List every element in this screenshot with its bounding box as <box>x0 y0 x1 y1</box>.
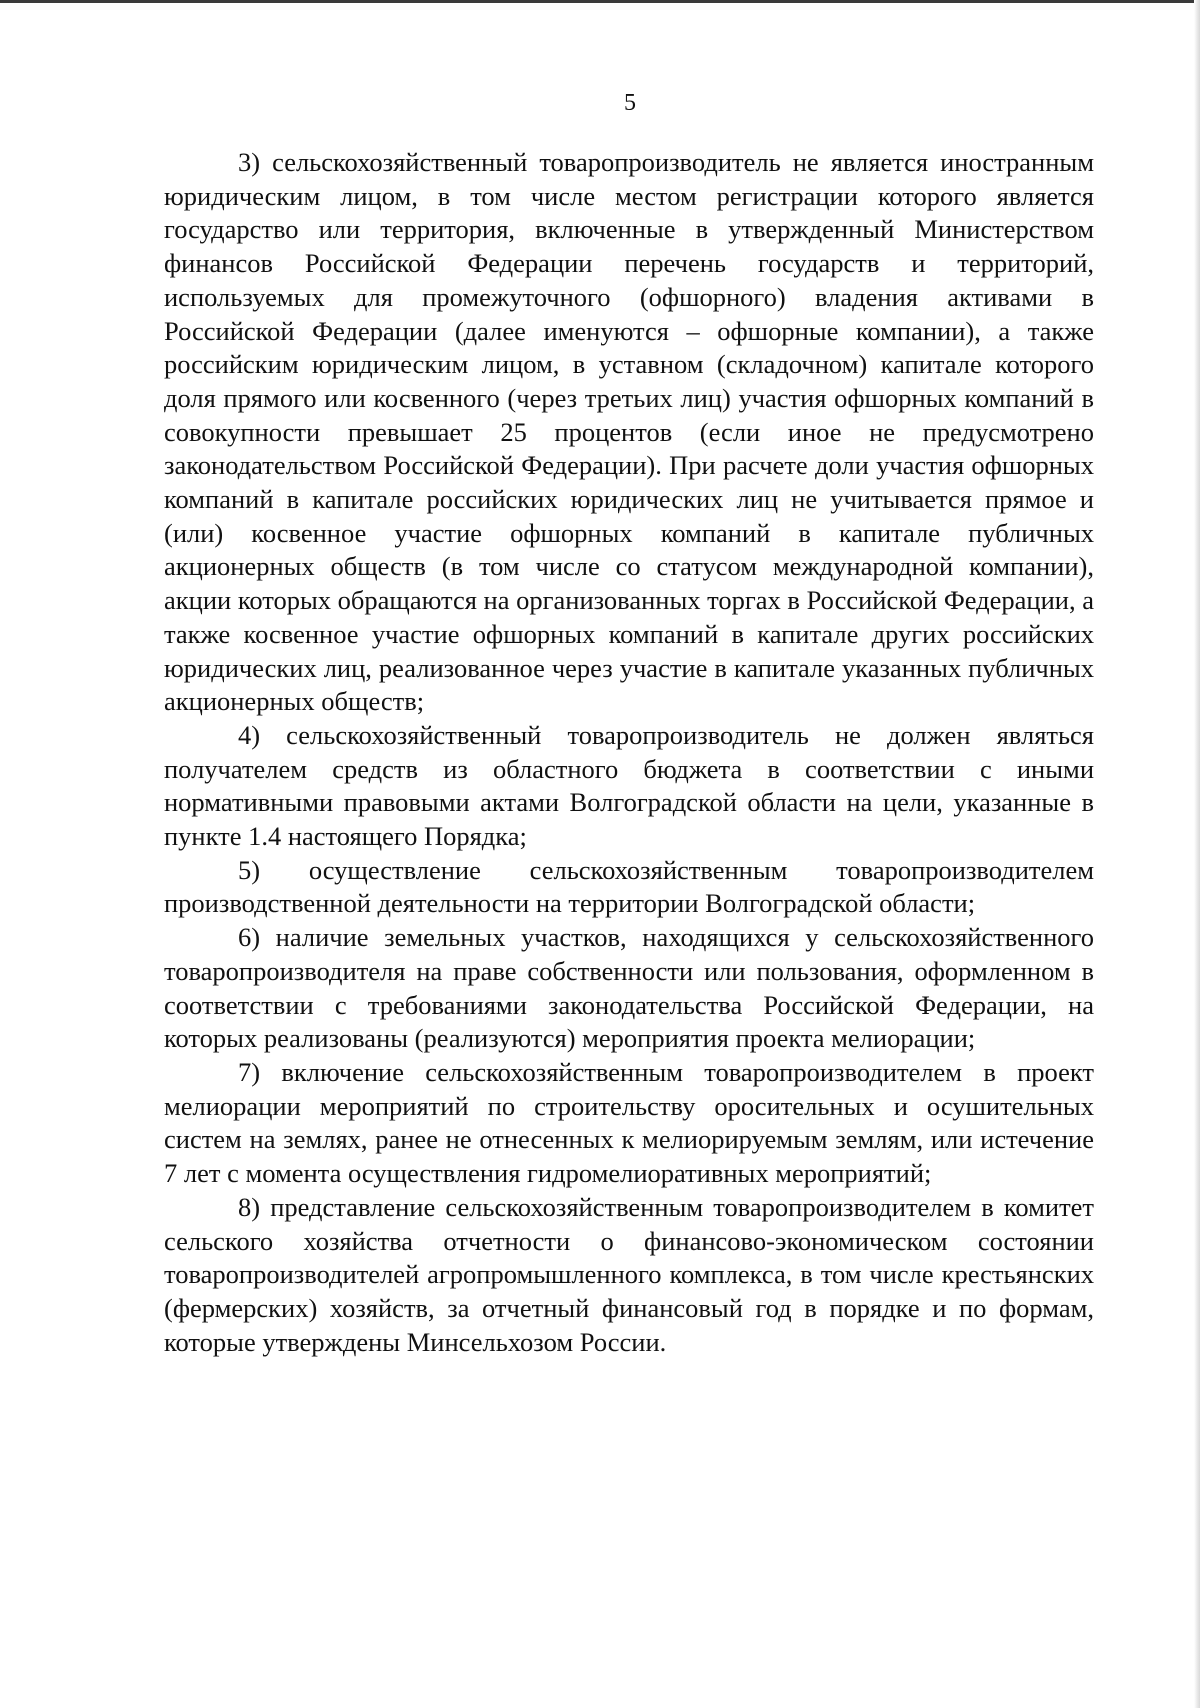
paragraph-item-8: 8) представление сельскохозяйственным товаропроизводителем в комитет сельского хозяйства отчетности о финансово-экономическом состоянии товаропроизводителей агропромышленного комплекса, в том числе крестьянских (фермерских) хозяйств, за отчетный финансовый год в порядке и по формам, которые утверждены Минсельхозом России. <box>164 1191 1094 1357</box>
page-number: 5 <box>624 90 636 116</box>
paragraph-item-6: 6) наличие земельных участков, находящихся у сельскохозяйственного товаропроизводителя на праве собственности или пользования, оформленном в соответствии с требованиями законодательства Российской Федерации, на которых реализованы (реализуются) мероприятия проекта мелиорации; <box>164 922 1094 1054</box>
paragraph-item-3: 3) сельскохозяйственный товаропроизводитель не является иностранным юридическим лицом, в том числе местом регистрации которого является государство или территория, включенные в утвержденный Министерством финансов Российской Федерации перечень государств и территорий, используемых для промежуточного (офшорного) владения активами в Российской Федерации (далее именуются – офшорные компании), а также российским юридическим лицом, в уставном (складочном) капитале которого доля прямого или косвенного (через третьих лиц) участия офшорных компаний в совокупности превышает 25 процентов (если иное не предусмотрено законодательством Российской Федерации). При расчете доли участия офшорных компаний в капитале российских юридических лиц не учитывается прямое и (или) косвенное участие офшорных компаний в капитале публичных акционерных обществ (в том числе со статусом международной компании), акции которых обращаются на организованных торгах в Российской Федерации, а также косвенное участие офшорных компаний в капитале других российских юридических лиц, реализованное через участие в капитале указанных публичных акционерных обществ; <box>164 147 1094 717</box>
document-body <box>164 146 1094 1359</box>
scan-edge-top <box>0 0 1200 3</box>
paragraph-item-5: 5) осуществление сельскохозяйственным товаропроизводителем производственной деятельности на территории Волгоградской области; <box>164 854 1094 919</box>
paragraph-item-4: 4) сельскохозяйственный товаропроизводитель не должен являться получателем средств из областного бюджета в соответствии с иными нормативными правовыми актами Волгоградской области на цели, указанные в пункте 1.4 настоящего Порядка; <box>164 719 1094 852</box>
scan-edge-right <box>1194 0 1200 1708</box>
paragraph-item-7: 7) включение сельскохозяйственным товаропроизводителем в проект мелиорации мероприятий по строительству оросительных и осушительных систем на землях, ранее не отнесенных к мелиорируемым землям, или истечение 7 лет с момента осуществления гидромелиоративных мероприятий; <box>164 1056 1094 1189</box>
